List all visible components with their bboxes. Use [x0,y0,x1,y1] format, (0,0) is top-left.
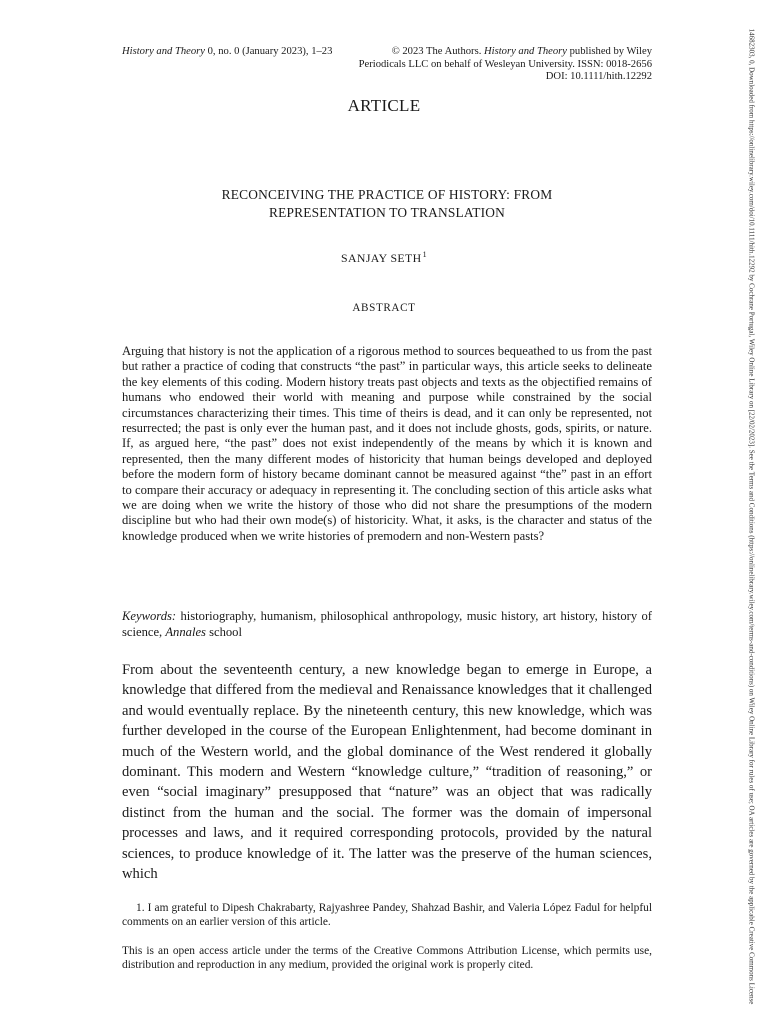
copyright-line [392,46,652,59]
download-sidebar-notice: 14682303, 0, Downloaded from https://onlinelibrary.wiley.com/doi/10.1111/hith.12292 by Cochrane Portugal, Wiley Online Library on [22/02/2023]. See the Terms and Conditions (https://onlinelibrary.wiley.com/terms-and-conditions) on Wiley Online Library for rules of use; OA articles are governed by the applicable Creative Commons License [747,28,756,1005]
keywords-label: Keywords: [122,609,177,623]
author-byline [0,250,768,266]
article-title [122,186,652,221]
footnote-1: 1. I am grateful to Dipesh Chakrabarty, Rajyashree Pandey, Shahzad Bashir, and Valeria López Fadul for helpful comments on an earlier version of this article. [122,902,652,929]
running-header [122,46,652,84]
doi-line: DOI: 10.1111/hith.12292 [545,71,652,82]
license-notice: This is an open access article under the terms of the Creative Commons Attribution License, which permits use, distribution and reproduction in any medium, provided the original work is properly cited. [122,945,652,972]
journal-issue: 0, no. 0 (January 2023), 1–23 [204,46,333,57]
author-name: SANJAY SETH [341,251,422,265]
journal-name: History and Theory [122,46,205,57]
copyright-journal: History and Theory [484,46,567,57]
keywords [122,609,652,641]
title-line-1: RECONCEIVING THE PRACTICE OF HISTORY: FROM [221,187,553,202]
copyright-text: © 2023 The Authors. [391,46,484,57]
body-paragraph: From about the seventeenth century, a new knowledge began to emerge in Europe, a knowledge that differed from the medieval and Renaissance knowledges that it challenged and would eventually replace. By the nineteenth century, this new knowledge, which was further developed in the course of the European Enlightenment, had become dominant in much of the Western world, and the global dominance of the West rendered it globally dominant. This modern and Western “knowledge culture,” “tradition of reasoning,” or even “social imaginary” presupposed that “nature” was an object that was radically distinct from the human and the social. The former was the domain of impersonal processes and laws, and it required corresponding protocols, provided by the natural sciences, to produce knowledge of it. The latter was the preserve of the human sciences, which [122,662,652,883]
journal-citation [122,46,332,59]
keywords-tail: school [205,624,242,639]
title-line-2: REPRESENTATION TO TRANSLATION [268,204,506,220]
keywords-italic-term: Annales [165,624,206,639]
keywords-list: historiography, humanism, philosophical anthropology, music history, art history, history of science, [122,609,652,639]
article-type-label: ARTICLE [347,96,421,115]
abstract-text: Arguing that history is not the application of a rigorous method to sources bequeathed to us from the past but rather a practice of coding that constructs “the past” in particular ways, this article seeks to delineate the key elements of this coding. Modern history treats past objects and texts as the objectified remains of humans who endowed their world with meaning and purpose while constrained by the social circumstances characterizing their times. This time of theirs is dead, and it can only be represented, not resurrected; the past is only ever the human past, and it does not include ghosts, gods, spirits, or nature. If, as argued here, “the past” does not exist independently of the means by which it is known and represented, then the many different modes of historicity that human beings developed and deployed before the modern form of history became dominant cannot be measured against “the” past in an effort to compare their accuracy or adequacy in representing it. The concluding section of this article asks what we are doing when we write the history of those who did not share the presumptions of the modern discipline but who had their own mode(s) of historicity. What, it asks, is the character and status of the knowledge produced when we write histories of premodern and non-Western pasts? [122,344,653,543]
abstract-heading: ABSTRACT [352,302,416,314]
publisher-line: Periodicals LLC on behalf of Wesleyan University. ISSN: 0018-2656 [358,58,652,70]
copyright-publisher: published by Wiley [566,46,652,57]
author-footnote-marker[interactable]: 1 [422,250,427,259]
